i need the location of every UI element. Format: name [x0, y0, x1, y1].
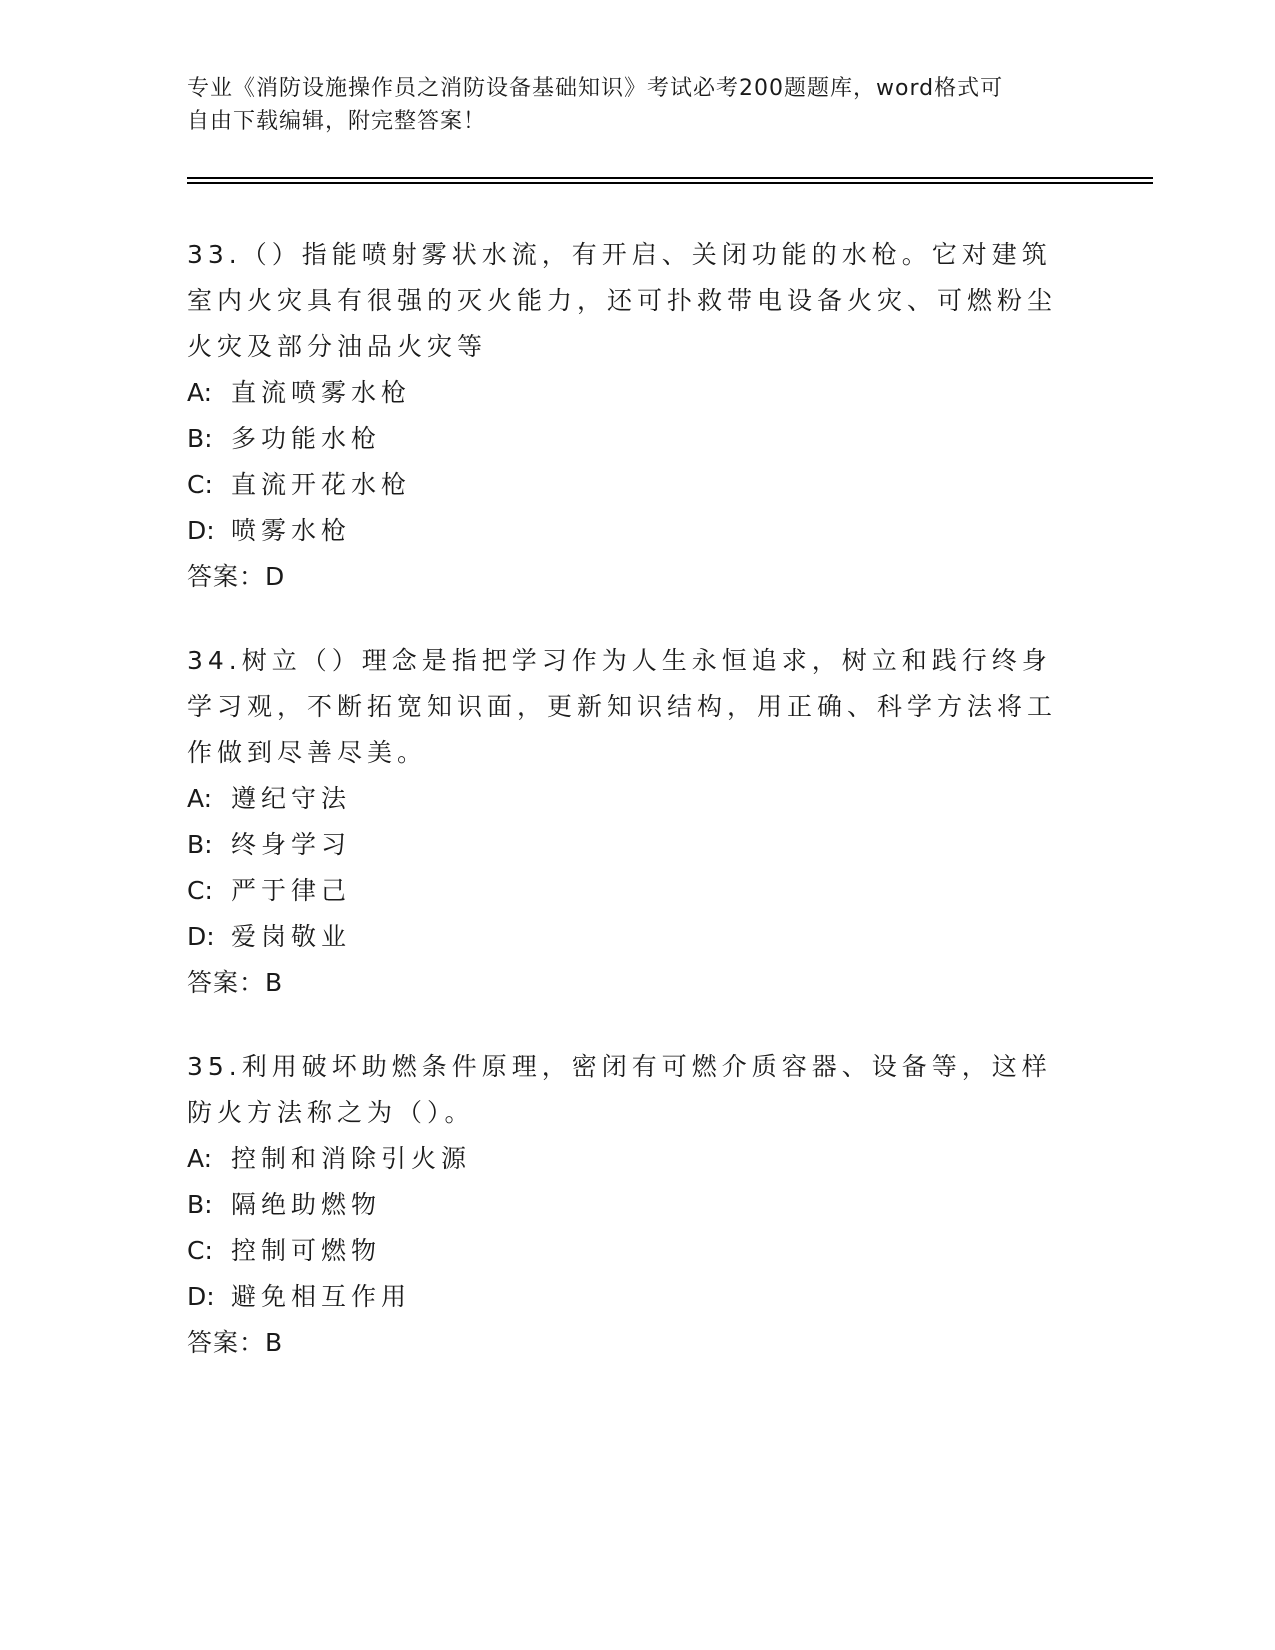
- option-key: B:: [187, 424, 213, 453]
- option-key: D:: [187, 516, 215, 545]
- option-text: 遵纪守法: [231, 784, 352, 813]
- question-list: [187, 232, 1077, 1404]
- question-stem: 34.树立（）理念是指把学习作为人生永恒追求，树立和践行终身学习观，不断拓宽知识面，更新知识结构，用正确、科学方法将工作做到尽善尽美。: [187, 646, 1058, 767]
- document-header: [187, 72, 1067, 138]
- option-key: C:: [187, 470, 213, 499]
- question-33: [187, 232, 1077, 600]
- option-c: [187, 868, 1077, 914]
- question-stem: 33.（）指能喷射雾状水流，有开启、关闭功能的水枪。它对建筑室内火灾具有很强的灭火能力，还可扑救带电设备火灾、可燃粉尘火灾及部分油品火灾等: [187, 240, 1058, 361]
- option-key: A:: [187, 378, 213, 407]
- question-34: [187, 638, 1077, 1006]
- option-text: 隔绝助燃物: [231, 1190, 382, 1219]
- option-b: [187, 822, 1077, 868]
- option-b: [187, 1182, 1077, 1228]
- option-key: C:: [187, 876, 213, 905]
- answer-line: 答案：D: [187, 562, 286, 591]
- header-divider-top: [187, 177, 1153, 179]
- option-c: [187, 1228, 1077, 1274]
- option-text: 多功能水枪: [231, 424, 382, 453]
- option-b: [187, 416, 1077, 462]
- option-a: [187, 776, 1077, 822]
- option-text: 严于律己: [231, 876, 352, 905]
- answer-line: 答案：B: [187, 1328, 284, 1357]
- option-text: 直流喷雾水枪: [231, 378, 412, 407]
- option-key: D:: [187, 1282, 215, 1311]
- option-text: 避免相互作用: [231, 1282, 412, 1311]
- header-divider-bottom: [187, 182, 1153, 184]
- question-stem: 35.利用破坏助燃条件原理，密闭有可燃介质容器、设备等，这样防火方法称之为（）。: [187, 1052, 1052, 1127]
- option-key: B:: [187, 830, 213, 859]
- option-text: 终身学习: [231, 830, 352, 859]
- option-key: A:: [187, 1144, 213, 1173]
- option-text: 控制和消除引火源: [231, 1144, 472, 1173]
- option-key: C:: [187, 1236, 213, 1265]
- option-text: 爱岗敬业: [231, 922, 352, 951]
- header-line-1: 专业《消防设施操作员之消防设备基础知识》考试必考200题题库，word格式可: [187, 76, 1004, 101]
- option-text: 喷雾水枪: [231, 516, 352, 545]
- option-key: B:: [187, 1190, 213, 1219]
- option-text: 直流开花水枪: [231, 470, 412, 499]
- option-text: 控制可燃物: [231, 1236, 382, 1265]
- answer-line: 答案：B: [187, 968, 284, 997]
- header-line-2: 自由下载编辑，附完整答案！: [187, 109, 487, 134]
- option-key: D:: [187, 922, 215, 951]
- option-key: A:: [187, 784, 213, 813]
- option-a: [187, 1136, 1077, 1182]
- question-35: [187, 1044, 1077, 1366]
- option-c: [187, 462, 1077, 508]
- option-d: [187, 1274, 1077, 1320]
- option-d: [187, 914, 1077, 960]
- option-a: [187, 370, 1077, 416]
- option-d: [187, 508, 1077, 554]
